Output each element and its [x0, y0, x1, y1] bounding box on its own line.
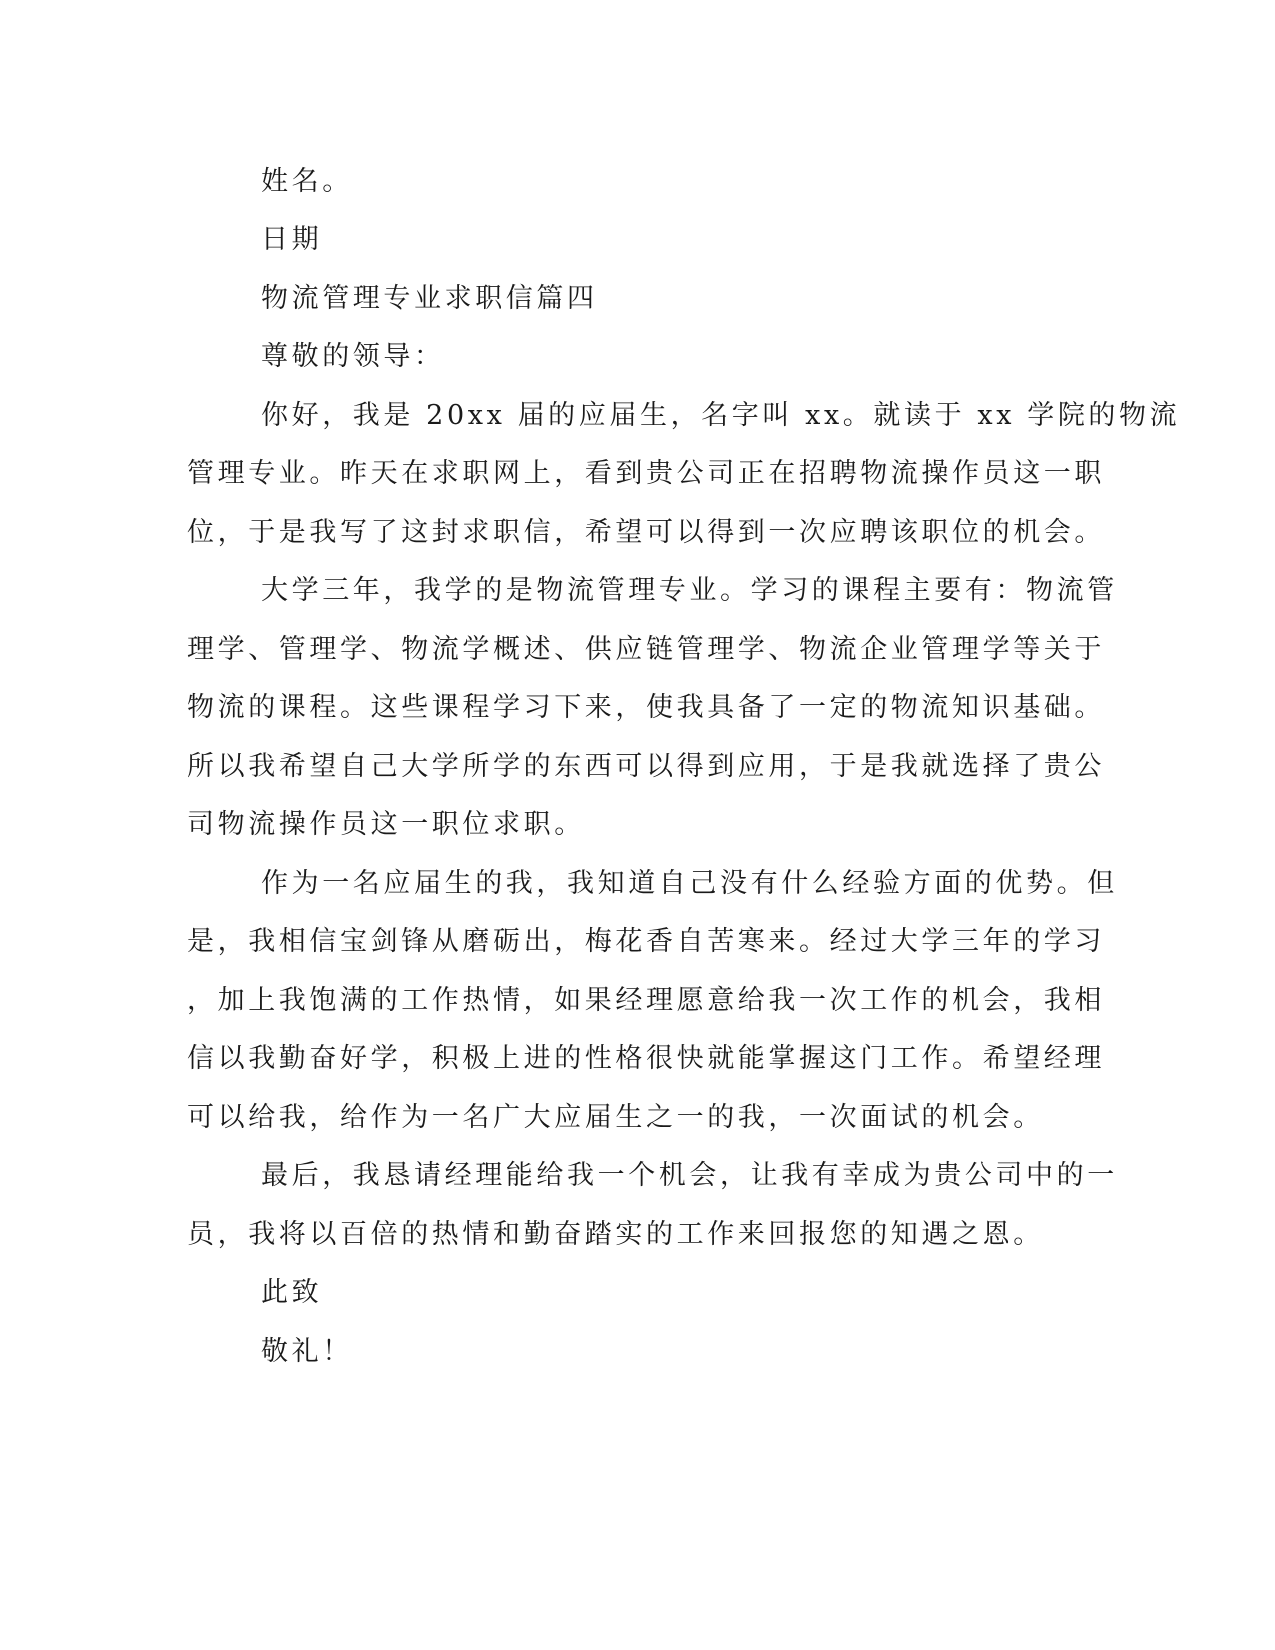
paragraph-2-line: 大学三年，我学的是物流管理专业。学习的课程主要有：物流管 [261, 575, 1118, 606]
paragraph-2-line: 所以我希望自己大学所学的东西可以得到应用，于是我就选择了贵公 [187, 751, 1105, 782]
paragraph-4-line: 最后，我恳请经理能给我一个机会，让我有幸成为贵公司中的一 [261, 1160, 1118, 1191]
paragraph-3-line: 作为一名应届生的我，我知道自己没有什么经验方面的优势。但 [261, 868, 1118, 899]
paragraph-1-line: 你好，我是 20xx 届的应届生，名字叫 xx。就读于 xx 学院的物流 [261, 400, 1181, 431]
paragraph-2-line: 理学、管理学、物流学概述、供应链管理学、物流企业管理学等关于 [187, 634, 1105, 665]
date-line: 日期 [261, 224, 323, 255]
paragraph-1-line: 管理专业。昨天在求职网上，看到贵公司正在招聘物流操作员这一职 [187, 458, 1105, 489]
paragraph-3-line: ，加上我饱满的工作热情，如果经理愿意给我一次工作的机会，我相 [187, 985, 1105, 1016]
signature-name-line: 姓名。 [261, 166, 353, 197]
paragraph-3-line: 是，我相信宝剑锋从磨砺出，梅花香自苦寒来。经过大学三年的学习 [187, 926, 1105, 957]
section-title: 物流管理专业求职信篇四 [261, 283, 598, 314]
paragraph-3-line: 可以给我，给作为一名广大应届生之一的我，一次面试的机会。 [187, 1102, 1044, 1133]
paragraph-2-line: 司物流操作员这一职位求职。 [187, 809, 585, 840]
paragraph-1-line: 位，于是我写了这封求职信，希望可以得到一次应聘该职位的机会。 [187, 517, 1105, 548]
paragraph-3-line: 信以我勤奋好学，积极上进的性格很快就能掌握这门工作。希望经理 [187, 1043, 1105, 1074]
closing-line: 此致 [261, 1277, 323, 1308]
closing-regards: 敬礼！ [261, 1336, 353, 1367]
paragraph-2-line: 物流的课程。这些课程学习下来，使我具备了一定的物流知识基础。 [187, 692, 1105, 723]
paragraph-4-line: 员，我将以百倍的热情和勤奋踏实的工作来回报您的知遇之恩。 [187, 1219, 1044, 1250]
salutation: 尊敬的领导： [261, 341, 445, 372]
